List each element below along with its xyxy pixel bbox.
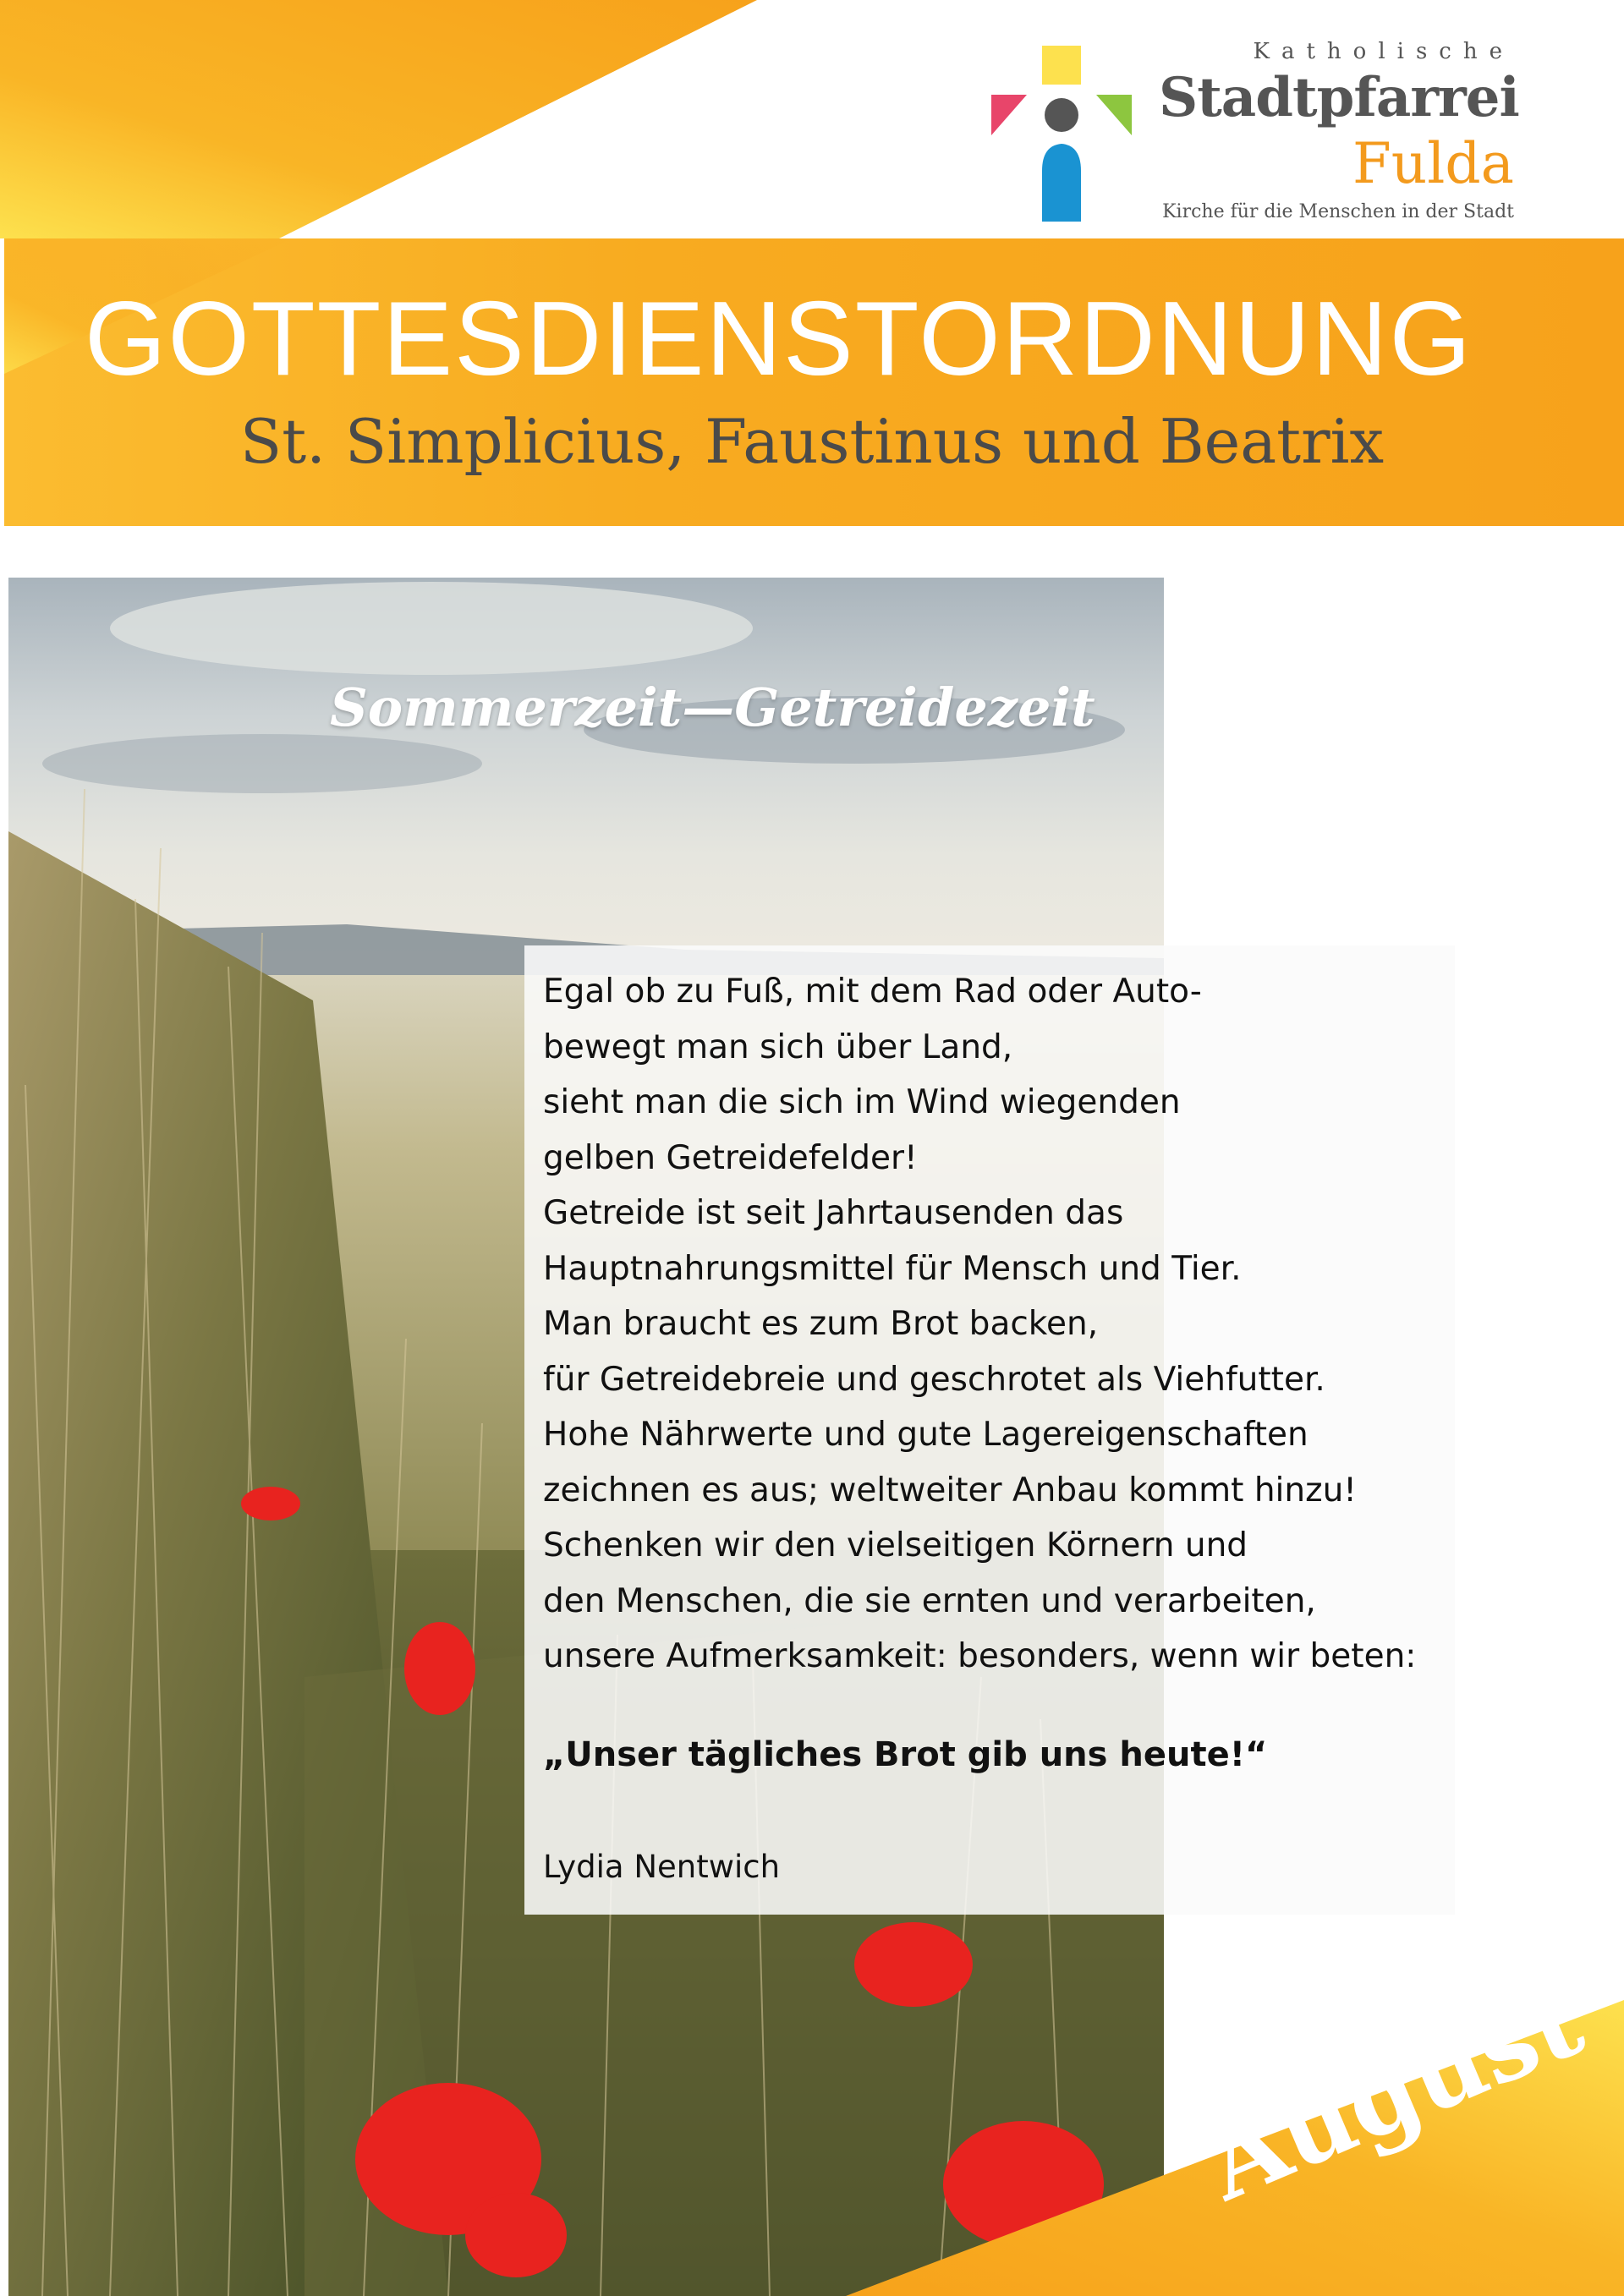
logo-tagline: Kirche für die Menschen in der Stadt xyxy=(1162,201,1514,222)
poem-author: Lydia Nentwich xyxy=(543,1849,781,1885)
month-label: August xyxy=(1188,1960,1599,2223)
poem-line: sieht man die sich im Wind wiegenden xyxy=(543,1083,1181,1121)
logo-fulda: Fulda xyxy=(1352,131,1514,196)
logo-katholische: Katholische xyxy=(1253,39,1514,64)
poem-line: Hohe Nährwerte und gute Lagereigenschaften xyxy=(543,1416,1309,1454)
cross-church-icon xyxy=(990,44,1133,226)
photo-caption: Sommerzeit—Getreidezeit xyxy=(330,677,1095,738)
page-title: GOTTESDIENSTORDNUNG xyxy=(85,281,1473,397)
poem-line: Getreide ist seit Jahrtausenden das xyxy=(543,1194,1124,1232)
poem-line: bewegt man sich über Land, xyxy=(543,1027,1013,1066)
prayer-quote: „Unser tägliches Brot gib uns heute!“ xyxy=(543,1735,1268,1774)
logo-stadtpfarrei: Stadtpfarrei xyxy=(1159,66,1519,129)
poem-line: Man braucht es zum Brot backen, xyxy=(543,1305,1099,1343)
poem-line: Schenken wir den vielseitigen Körnern und xyxy=(543,1526,1248,1564)
poem-line: für Getreidebreie und geschrotet als Viehfutter. xyxy=(543,1360,1325,1399)
poem-line: den Menschen, die sie ernten und verarbeiten, xyxy=(543,1581,1316,1620)
parish-subtitle: St. Simplicius, Faustinus und Beatrix xyxy=(239,406,1385,477)
poem-text xyxy=(543,964,1457,1685)
poem-line: unsere Aufmerksamkeit: besonders, wenn wir beten: xyxy=(543,1637,1417,1675)
poem-line: Hauptnahrungsmittel für Mensch und Tier. xyxy=(543,1249,1242,1288)
poem-line: gelben Getreidefelder! xyxy=(543,1138,918,1177)
poem-line: zeichnen es aus; weltweiter Anbau kommt hinzu! xyxy=(543,1471,1357,1510)
poem-line: Egal ob zu Fuß, mit dem Rad oder Auto- xyxy=(543,973,1202,1011)
